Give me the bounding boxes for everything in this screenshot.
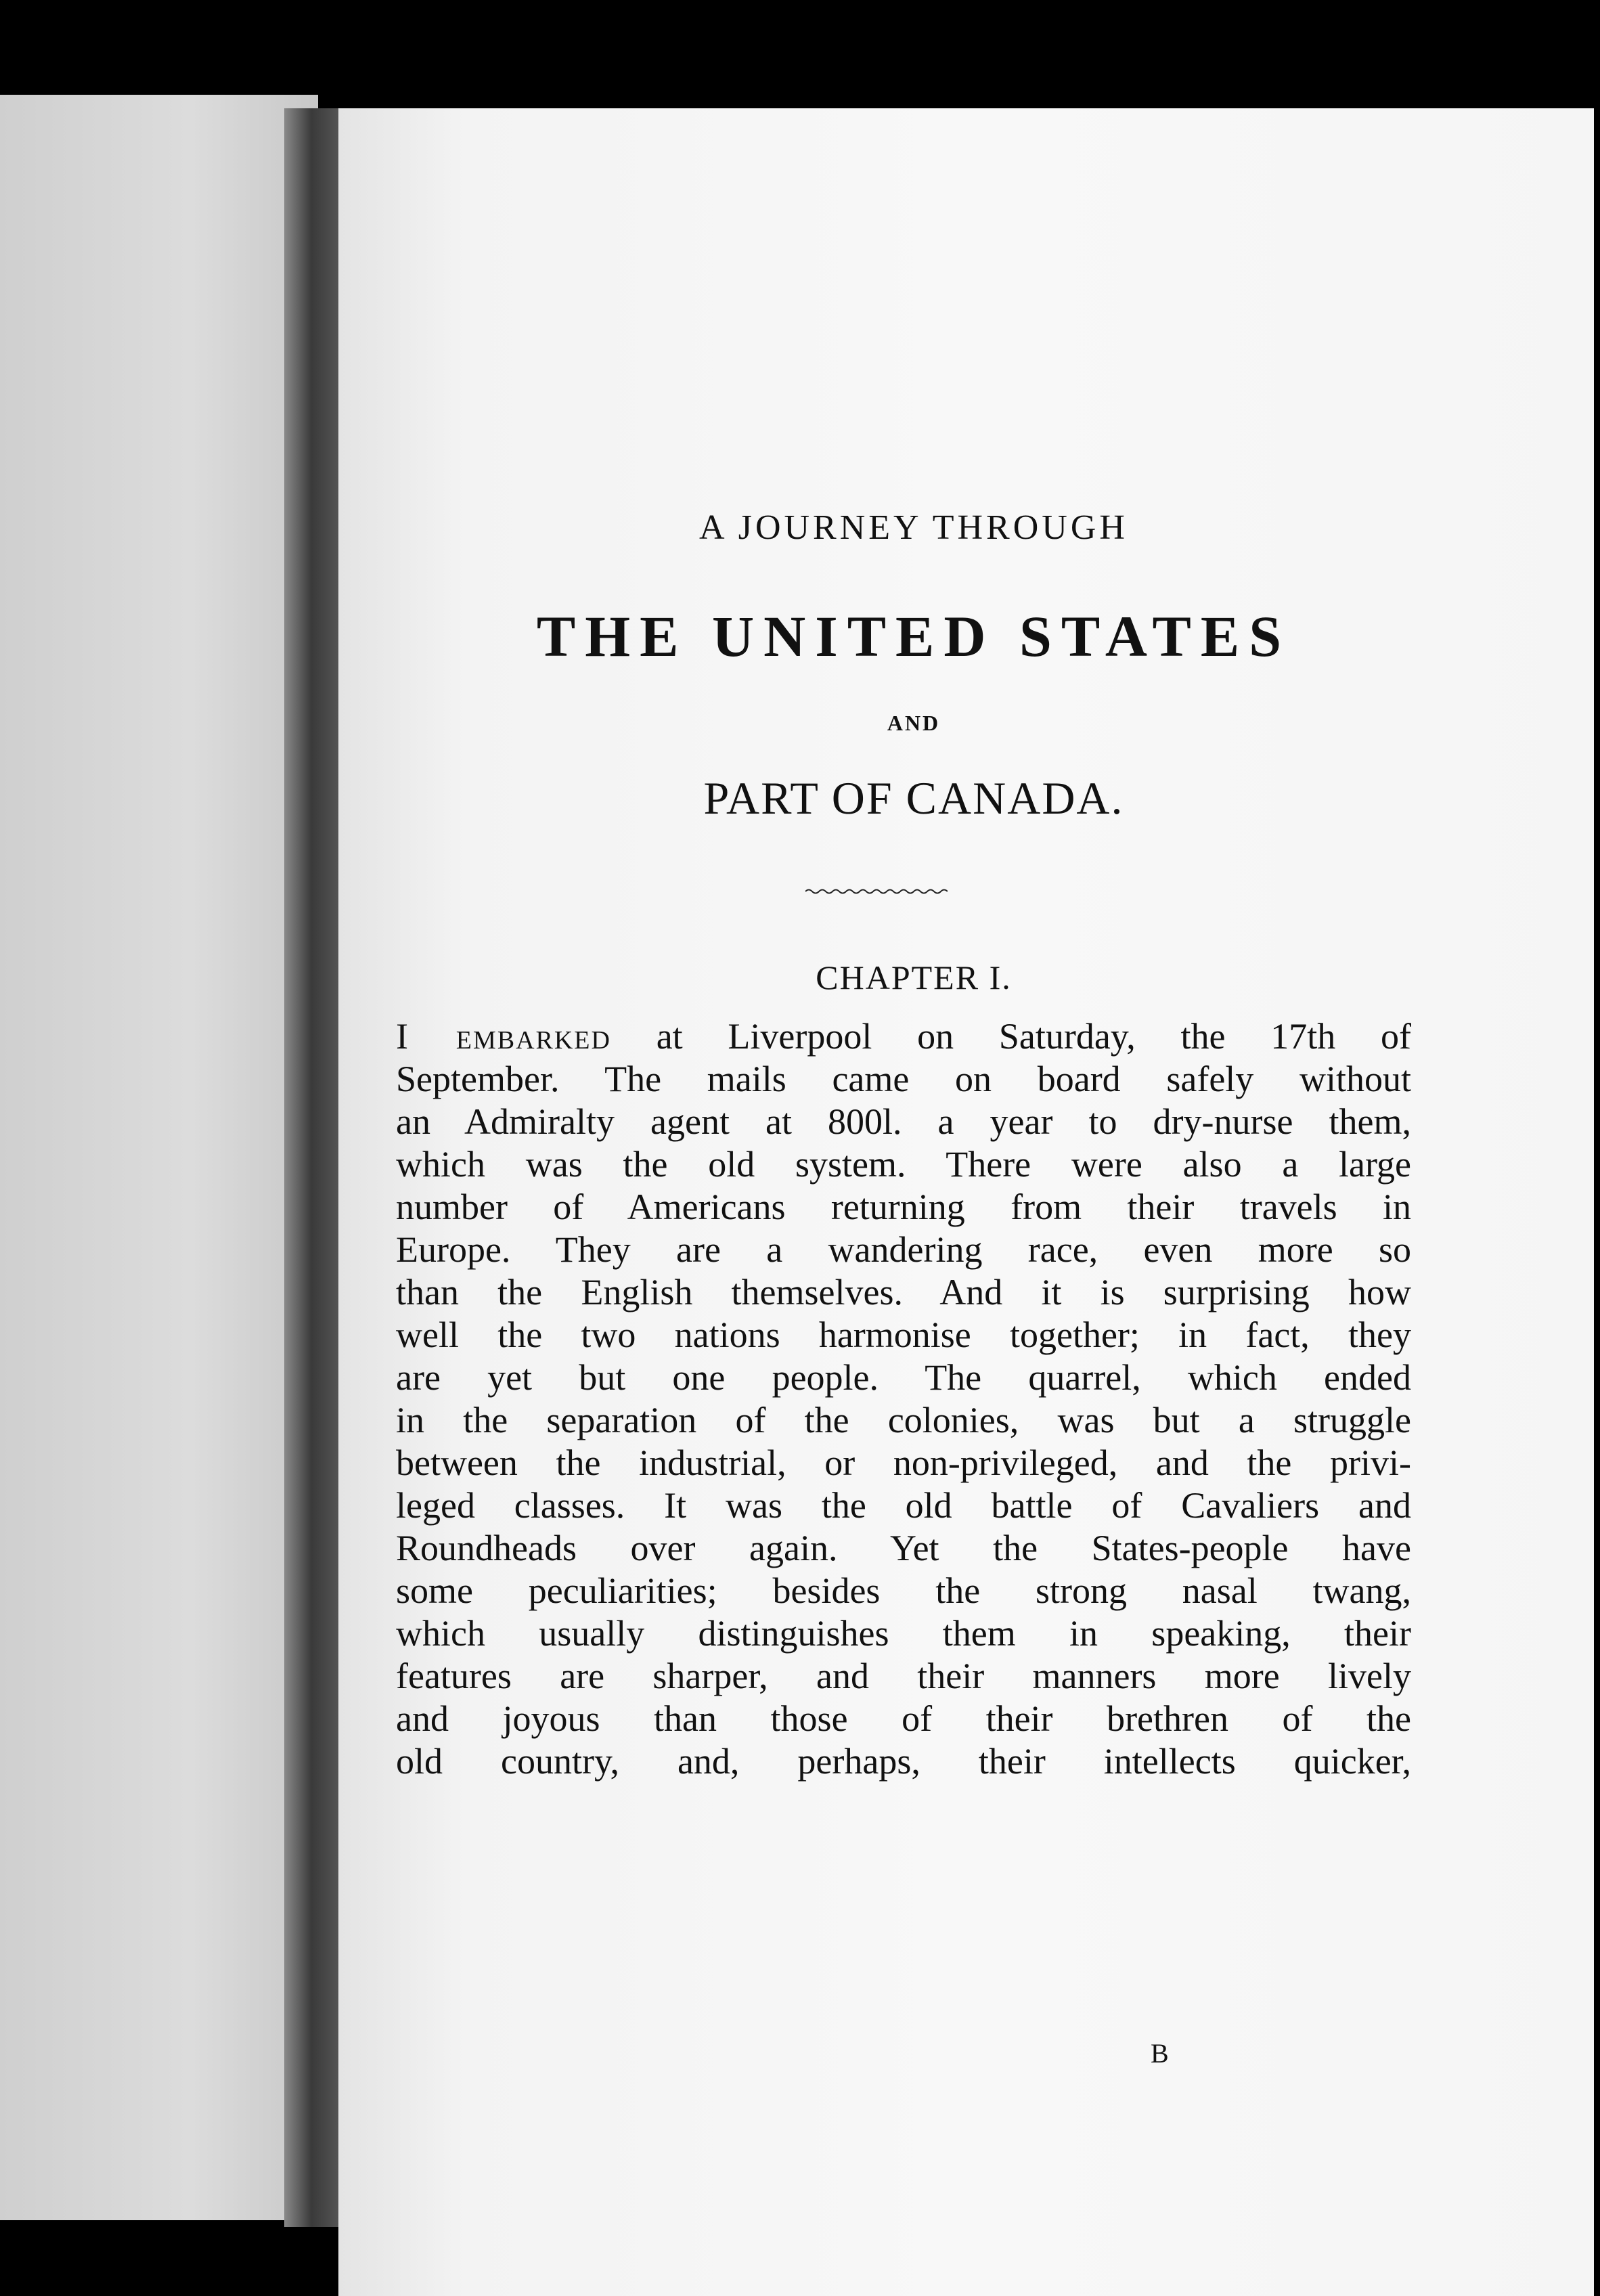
body-line <box>396 1015 1411 1058</box>
body-line: features are sharper, and their manners more lively <box>396 1656 1411 1696</box>
chapter-body <box>396 1015 1411 1783</box>
signature-mark: B <box>1151 2038 1169 2069</box>
body-line: September. The mails came on board safely without <box>396 1059 1411 1099</box>
body-line: well the two nations harmonise together; in fact, they <box>396 1315 1411 1355</box>
ornamental-rule <box>805 887 948 896</box>
body-line: than the English themselves. And it is surprising how <box>396 1272 1411 1312</box>
book-page <box>338 108 1594 2296</box>
body-line: old country, and, perhaps, their intellects quicker, <box>396 1741 1411 1782</box>
body-line: some peculiarities; besides the strong nasal twang, <box>396 1570 1411 1611</box>
chapter-lead-word: I embarked <box>396 1016 611 1057</box>
body-line: and joyous than those of their brethren of the <box>396 1698 1411 1739</box>
main-title: THE UNITED STATES <box>536 604 1291 669</box>
binding-gutter-shadow <box>284 108 345 2227</box>
title-kicker: A JOURNEY THROUGH <box>699 508 1128 547</box>
body-line: are yet but one people. The quarrel, which ended <box>396 1357 1411 1398</box>
body-line: Roundheads over again. Yet the States-people have <box>396 1528 1411 1568</box>
subtitle: PART OF CANADA. <box>703 772 1124 824</box>
previous-page-edge <box>0 95 318 2220</box>
body-line: an Admiralty agent at 800l. a year to dry-nurse them, <box>396 1101 1411 1142</box>
chapter-heading: CHAPTER I. <box>816 958 1012 996</box>
body-line: between the industrial, or non-privileged, and the privi- <box>396 1442 1411 1483</box>
body-line: which was the old system. There were also a large <box>396 1144 1411 1185</box>
body-line: Europe. They are a wandering race, even more so <box>396 1229 1411 1270</box>
title-conjunction: AND <box>887 711 941 735</box>
body-line: leged classes. It was the old battle of Cavaliers and <box>396 1485 1411 1526</box>
body-line-text: at Liverpool on Saturday, the 17th of <box>610 1016 1411 1057</box>
body-line: in the separation of the colonies, was but a struggle <box>396 1400 1411 1440</box>
body-line: which usually distinguishes them in speaking, their <box>396 1613 1411 1654</box>
body-line: number of Americans returning from their travels in <box>396 1187 1411 1227</box>
